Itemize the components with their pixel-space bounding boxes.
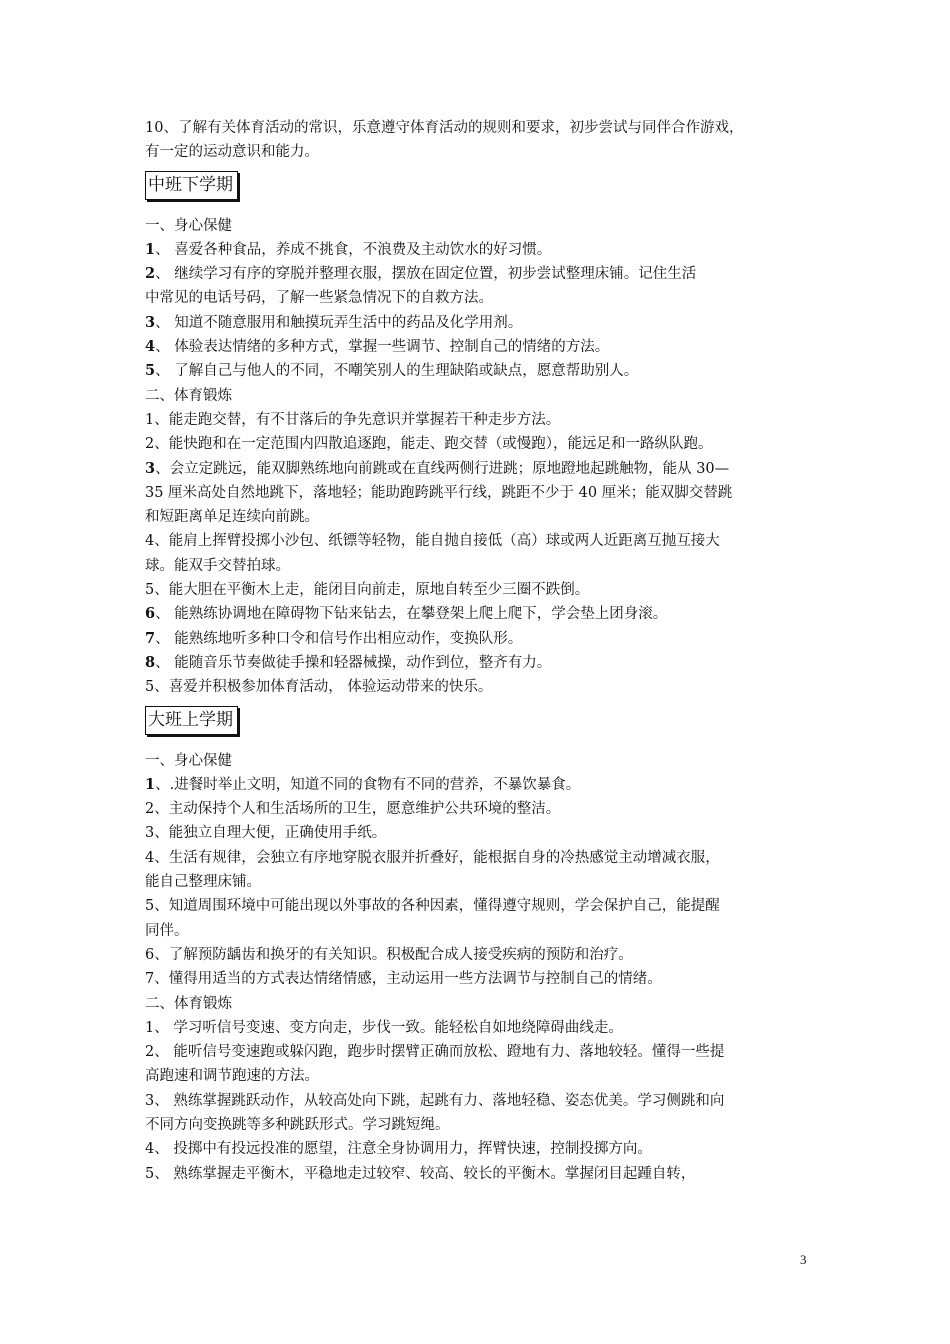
item-text: 3、 熟练掌握跳跃动作，从较高处向下跳，起跳有力、落地轻稳、姿态优美。学习侧跳和向 bbox=[145, 1092, 725, 1109]
item-number: 5 bbox=[145, 362, 156, 380]
item-text: 5、 熟练掌握走平衡木，平稳地走过较窄、较高、较长的平衡木。掌握闭目起踵自转， bbox=[145, 1165, 696, 1182]
item-text: 6、了解预防龋齿和换牙的有关知识。积极配合成人接受疾病的预防和治疗。 bbox=[145, 946, 633, 963]
item-text: 能自己整理床铺。 bbox=[145, 874, 261, 891]
item-number: 3 bbox=[145, 459, 156, 477]
item-text: 、会立定跳远，能双脚熟练地向前跳或在直线两侧行进跳；原地蹬地起跳触物，能从 30— bbox=[155, 460, 730, 477]
item-number: 1 bbox=[145, 775, 156, 793]
list-item bbox=[145, 1064, 813, 1088]
subheading-exercise-2: 二、体育锻炼 bbox=[145, 995, 232, 1012]
list-item bbox=[145, 894, 813, 918]
item-text: 5、能大胆在平衡木上走，能闭目向前走，原地自转至少三圈不跌倒。 bbox=[145, 582, 590, 599]
item-text: 4、 投掷中有投远投准的愿望，注意全身协调用力，挥臂快速，控制投掷方向。 bbox=[145, 1141, 652, 1158]
list-item bbox=[145, 286, 813, 310]
item-number: 8 bbox=[145, 653, 156, 671]
list-item bbox=[145, 651, 813, 675]
list-exercise-2 bbox=[145, 1016, 813, 1186]
list-item bbox=[145, 554, 813, 578]
list-item bbox=[145, 1113, 813, 1137]
item-number: 7 bbox=[145, 629, 156, 647]
page-number: 3 bbox=[800, 1252, 807, 1267]
list-exercise-1 bbox=[145, 408, 813, 700]
item-text: 2、 能听信号变速跑或躲闪跑，跑步时摆臂正确而放松、蹬地有力、落地较轻。懂得一些提 bbox=[145, 1044, 725, 1061]
list-health-1 bbox=[145, 238, 813, 384]
item-text: 1、能走跑交替，有不甘落后的争先意识并掌握若干种走步方法。 bbox=[145, 411, 561, 428]
item-text: 2、主动保持个人和生活场所的卫生，愿意维护公共环境的整洁。 bbox=[145, 801, 561, 818]
item-text: 中常见的电话号码，了解一些紧急情况下的自救方法。 bbox=[145, 290, 493, 307]
item-text: 、 能熟练地听多种口令和信号作出相应动作，变换队形。 bbox=[155, 630, 523, 647]
item-text: 2、能快跑和在一定范围内四散追逐跑，能走、跑交替（或慢跑），能远足和一路纵队跑。 bbox=[145, 436, 713, 453]
list-item bbox=[145, 943, 813, 967]
list-item bbox=[145, 359, 813, 383]
subheading-health-2: 一、身心保健 bbox=[145, 752, 232, 769]
section-title-senior-class-autumn: 大班上学期 bbox=[145, 706, 238, 735]
list-item bbox=[145, 1162, 813, 1186]
list-item bbox=[145, 797, 813, 821]
list-health-2 bbox=[145, 773, 813, 992]
item-text: 4、生活有规律，会独立有序地穿脱衣服并折叠好，能根据自身的冷热感觉主动增减衣服， bbox=[145, 849, 720, 866]
item-text: 3、能独立自理大便，正确使用手纸。 bbox=[145, 825, 387, 842]
item-text: 、.进餐时举止文明，知道不同的食物有不同的营养，不暴饮暴食。 bbox=[155, 776, 581, 793]
list-item bbox=[145, 919, 813, 943]
list-item bbox=[145, 457, 813, 481]
item-text: 、 体验表达情绪的多种方式，掌握一些调节、控制自己的情绪的方法。 bbox=[155, 339, 610, 356]
intro-line-2: 有一定的运动意识和能力。 bbox=[145, 144, 319, 161]
item-number: 3 bbox=[145, 313, 156, 331]
list-item bbox=[145, 602, 813, 626]
item-number: 4 bbox=[145, 338, 156, 356]
item-text: 7、懂得用适当的方式表达情绪情感，主动运用一些方法调节与控制自己的情绪。 bbox=[145, 971, 662, 988]
item-text: 5、知道周围环境中可能出现以外事故的各种因素，懂得遵守规则，学会保护自己，能提醒 bbox=[145, 898, 720, 915]
intro-line-1: 10、了解有关体育活动的常识，乐意遵守体育活动的规则和要求，初步尝试与同伴合作游戏， bbox=[145, 120, 744, 136]
list-item bbox=[145, 529, 813, 553]
item-text: 5、喜爱并积极参加体育活动， 体验运动带来的快乐。 bbox=[145, 679, 493, 696]
item-number: 2 bbox=[145, 265, 156, 283]
item-text: 、 能熟练协调地在障碍物下钻来钻去，在攀登架上爬上爬下，学会垫上团身滚。 bbox=[155, 606, 668, 623]
list-item bbox=[145, 408, 813, 432]
item-text: 、 能随音乐节奏做徒手操和轻器械操，动作到位，整齐有力。 bbox=[155, 654, 552, 671]
item-text: 1、 学习听信号变速、变方向走，步伐一致。能轻松自如地绕障碍曲线走。 bbox=[145, 1019, 623, 1036]
list-item bbox=[145, 311, 813, 335]
item-text: 35 厘米高处自然地跳下，落地轻；能助跑跨跳平行线，跳距不少于 40 厘米；能双脚交替跳 bbox=[145, 484, 733, 501]
list-item bbox=[145, 578, 813, 602]
item-text: 高跑速和调节跑速的方法。 bbox=[145, 1068, 319, 1085]
list-item bbox=[145, 773, 813, 797]
list-item bbox=[145, 1137, 813, 1161]
item-number: 6 bbox=[145, 605, 156, 623]
item-text: 4、能肩上挥臂投掷小沙包、纸镖等轻物，能自抛自接低（高）球或两人近距离互抛互接大 bbox=[145, 533, 720, 550]
list-item bbox=[145, 238, 813, 262]
item-text: 不同方向变换跳等多种跳跃形式。学习跳短绳。 bbox=[145, 1116, 450, 1133]
list-item bbox=[145, 967, 813, 991]
item-text: 和短距离单足连续向前跳。 bbox=[145, 509, 319, 526]
list-item bbox=[145, 335, 813, 359]
list-item bbox=[145, 505, 813, 529]
subheading-health: 一、身心保健 bbox=[145, 217, 232, 234]
list-item bbox=[145, 846, 813, 870]
list-item bbox=[145, 481, 813, 505]
item-text: 球。能双手交替拍球。 bbox=[145, 557, 290, 574]
item-text: 、 了解自己与他人的不同，不嘲笑别人的生理缺陷或缺点，愿意帮助别人。 bbox=[155, 363, 639, 380]
list-item bbox=[145, 675, 813, 699]
list-item bbox=[145, 1016, 813, 1040]
item-number: 1 bbox=[145, 240, 156, 258]
item-text: 同伴。 bbox=[145, 922, 189, 939]
list-item bbox=[145, 821, 813, 845]
list-item bbox=[145, 262, 813, 286]
list-item bbox=[145, 627, 813, 651]
item-text: 、 继续学习有序的穿脱并整理衣服，摆放在固定位置，初步尝试整理床铺。记住生活 bbox=[155, 266, 697, 283]
page-content bbox=[145, 116, 813, 1186]
list-item bbox=[145, 1040, 813, 1064]
list-item bbox=[145, 870, 813, 894]
subheading-exercise: 二、体育锻炼 bbox=[145, 387, 232, 404]
item-text: 、 喜爱各种食品，养成不挑食，不浪费及主动饮水的好习惯。 bbox=[155, 241, 552, 258]
list-item bbox=[145, 1089, 813, 1113]
item-text: 、 知道不随意服用和触摸玩弄生活中的药品及化学用剂。 bbox=[155, 314, 523, 331]
section-title-middle-class-spring: 中班下学期 bbox=[145, 171, 238, 200]
list-item bbox=[145, 432, 813, 456]
